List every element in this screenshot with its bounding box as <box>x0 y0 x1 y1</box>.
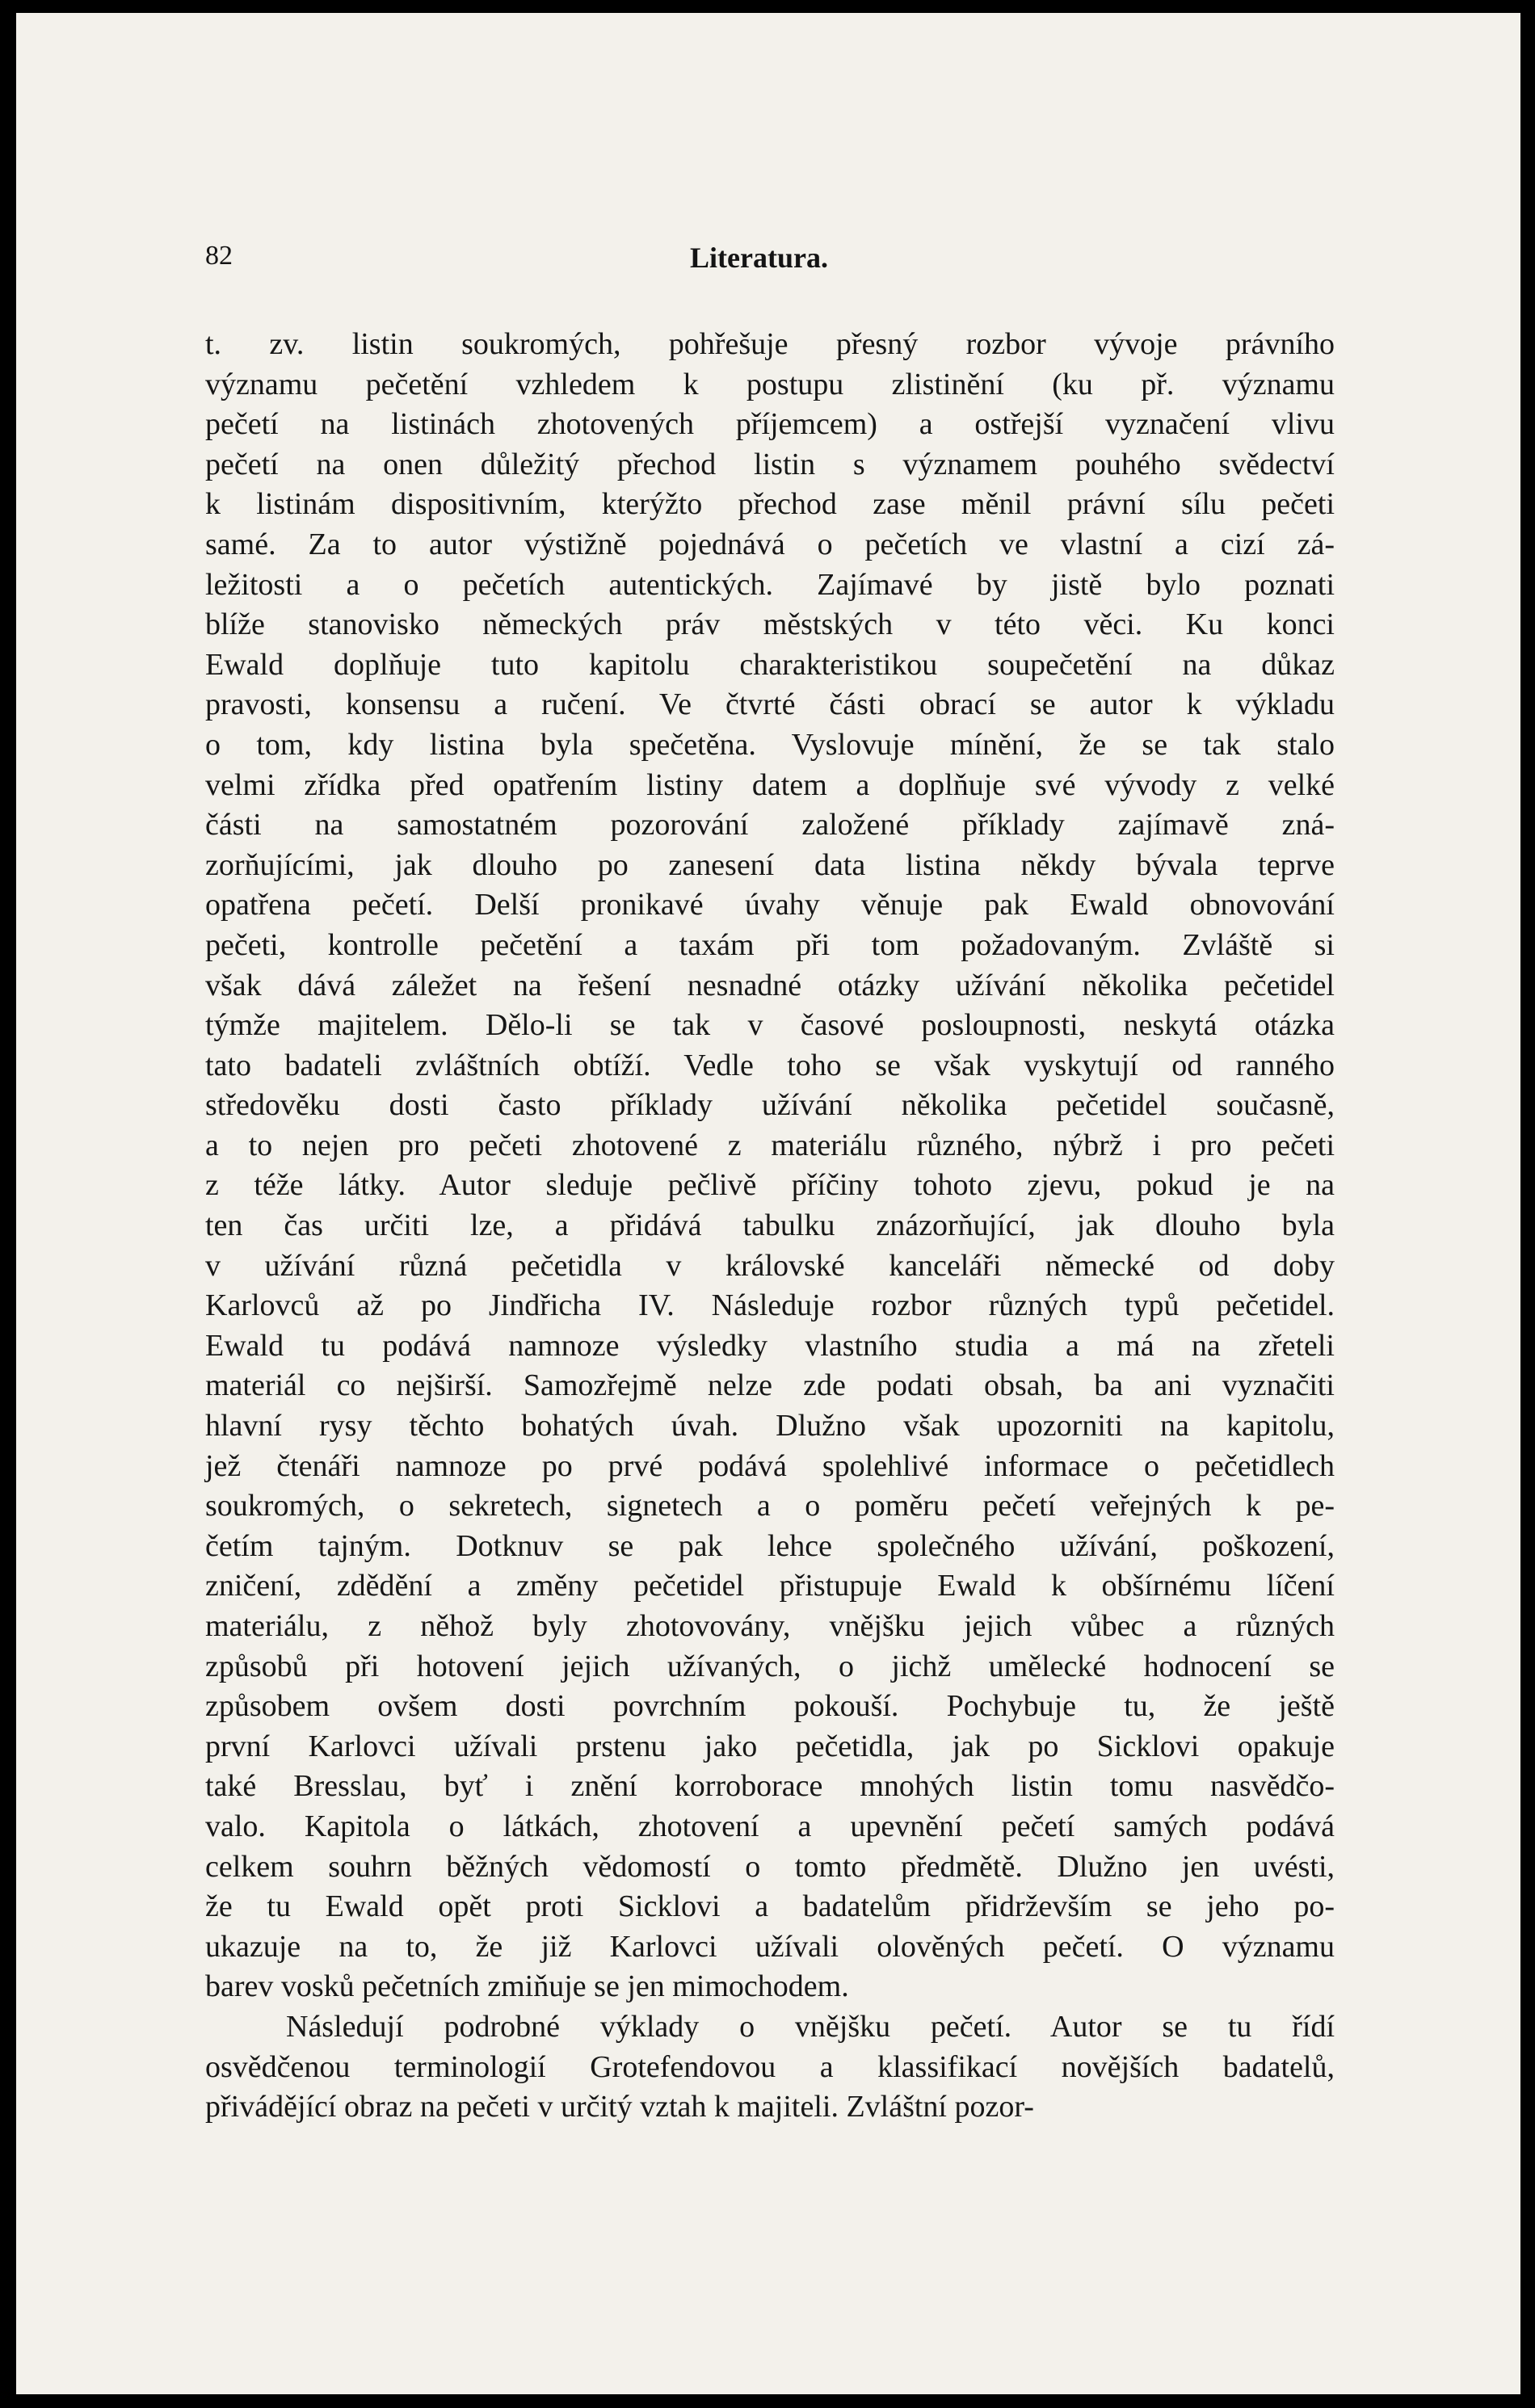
text-line: také Bresslau, byť i znění korroborace mnohých listin tomu nasvědčo- <box>205 1769 1335 1804</box>
text-line: barev vosků pečetních zmiňuje se jen mimochodem. <box>205 1969 849 2004</box>
page-header <box>205 241 1336 289</box>
text-line: zorňujícími, jak dlouho po zanesení data listina někdy bývala teprve <box>205 847 1335 882</box>
text-line: k listinám dispositivním, kterýžto přechod zase měnil právní sílu pečeti <box>205 487 1335 522</box>
text-line: tato badateli zvláštních obtíží. Vedle toho se však vyskytují od ranného <box>205 1048 1335 1082</box>
text-line: celkem souhrn běžných vědomostí o tomto předmětě. Dlužno jen uvésti, <box>205 1849 1335 1884</box>
paragraph <box>205 325 1335 2007</box>
text-line: však dává záležet na řešení nesnadné otázky užívání několika pečetidel <box>205 968 1335 1002</box>
text-line: hlavní rysy těchto bohatých úvah. Dlužno však upozorniti na kapitolu, <box>205 1409 1335 1444</box>
text-line: ten čas určiti lze, a přidává tabulku znázorňující, jak dlouho byla <box>205 1208 1335 1243</box>
text-line: části na samostatném pozorování založené příklady zajímavě zná- <box>205 808 1335 843</box>
text-line: středověku dosti často příklady užívání několika pečetidel současně, <box>205 1088 1335 1123</box>
text-line: samé. Za to autor výstižně pojednává o pečetích ve vlastní a cizí zá- <box>205 527 1335 561</box>
text-line: pečeti, kontrolle pečetění a taxám při tom požadovaným. Zvláště si <box>205 927 1335 962</box>
text-line: četím tajným. Dotknuv se pak lehce společného užívání, poškození, <box>205 1528 1335 1563</box>
text-line: Ewald doplňuje tuto kapitolu charakteristikou soupečetění na důkaz <box>205 647 1335 682</box>
text-line: týmže majitelem. Dělo-li se tak v časové posloupnosti, neskytá otázka <box>205 1008 1335 1043</box>
text-line: významu pečetění vzhledem k postupu zlistinění (ku př. významu <box>205 367 1335 401</box>
text-line: pečetí na listinách zhotovených příjemcem) a ostřejší vyznačení vlivu <box>205 407 1335 442</box>
body-text <box>205 325 1335 2128</box>
text-line: Následují podrobné výklady o vnějšku pečetí. Autor se tu řídí <box>286 2009 1335 2044</box>
running-title: Literatura. <box>690 242 828 274</box>
text-line: velmi zřídka před opatřením listiny datem a doplňuje své vývody z velké <box>205 767 1335 802</box>
text-line: materiál co nejširší. Samozřejmě nelze zde podati obsah, ba ani vyznačiti <box>205 1368 1335 1403</box>
page-number: 82 <box>205 241 233 271</box>
text-line: že tu Ewald opět proti Sicklovi a badatelům přidrževším se jeho po- <box>205 1889 1335 1924</box>
text-line: způsobů při hotovení jejich užívaných, o jichž umělecké hodnocení se <box>205 1649 1335 1683</box>
text-line: Karlovců až po Jindřicha IV. Následuje rozbor různých typů pečetidel. <box>205 1288 1335 1323</box>
text-line: první Karlovci užívali prstenu jako pečetidla, jak po Sicklovi opakuje <box>205 1729 1335 1763</box>
text-line: valo. Kapitola o látkách, zhotovení a upevnění pečetí samých podává <box>205 1809 1335 1843</box>
text-line: blíže stanovisko německých práv městských v této věci. Ku konci <box>205 607 1335 642</box>
text-line: o tom, kdy listina byla spečetěna. Vyslovuje mínění, že se tak stalo <box>205 727 1335 762</box>
text-line: soukromých, o sekretech, signetech a o poměru pečetí veřejných k pe- <box>205 1489 1335 1523</box>
text-line: ležitosti a o pečetích autentických. Zajímavé by jistě bylo poznati <box>205 567 1335 602</box>
text-line: materiálu, z něhož byly zhotovovány, vnějšku jejich vůbec a různých <box>205 1609 1335 1643</box>
text-line: pravosti, konsensu a ručení. Ve čtvrté části obrací se autor k výkladu <box>205 687 1335 722</box>
text-line: a to nejen pro pečeti zhotovené z materiálu různého, nýbrž i pro pečeti <box>205 1128 1335 1162</box>
text-line: zničení, zdědění a změny pečetidel přistupuje Ewald k obšírnému líčení <box>205 1569 1335 1603</box>
paragraph <box>205 2007 1335 2128</box>
text-line: opatřena pečetí. Delší pronikavé úvahy věnuje pak Ewald obnovování <box>205 888 1335 922</box>
text-line: přivádějící obraz na pečeti v určitý vztah k majiteli. Zvláštní pozor- <box>205 2090 1034 2124</box>
text-line: t. zv. listin soukromých, pohřešuje přesný rozbor vývoje právního <box>205 327 1335 361</box>
text-line: osvědčenou terminologií Grotefendovou a klassifikací novějších badatelů, <box>205 2049 1335 2084</box>
text-line: Ewald tu podává namnoze výsledky vlastního studia a má na zřeteli <box>205 1328 1335 1363</box>
text-line: pečetí na onen důležitý přechod listin s významem pouhého svědectví <box>205 447 1335 481</box>
text-line: ukazuje na to, že již Karlovci užívali olověných pečetí. O významu <box>205 1929 1335 1964</box>
text-line: z téže látky. Autor sleduje pečlivě příčiny tohoto zjevu, pokud je na <box>205 1168 1335 1203</box>
text-line: jež čtenáři namnoze po prvé podává spolehlivé informace o pečetidlech <box>205 1448 1335 1483</box>
text-line: způsobem ovšem dosti povrchním pokouší. Pochybuje tu, že ještě <box>205 1689 1335 1724</box>
text-line: v užívání různá pečetidla v královské kanceláři německé od doby <box>205 1248 1335 1283</box>
